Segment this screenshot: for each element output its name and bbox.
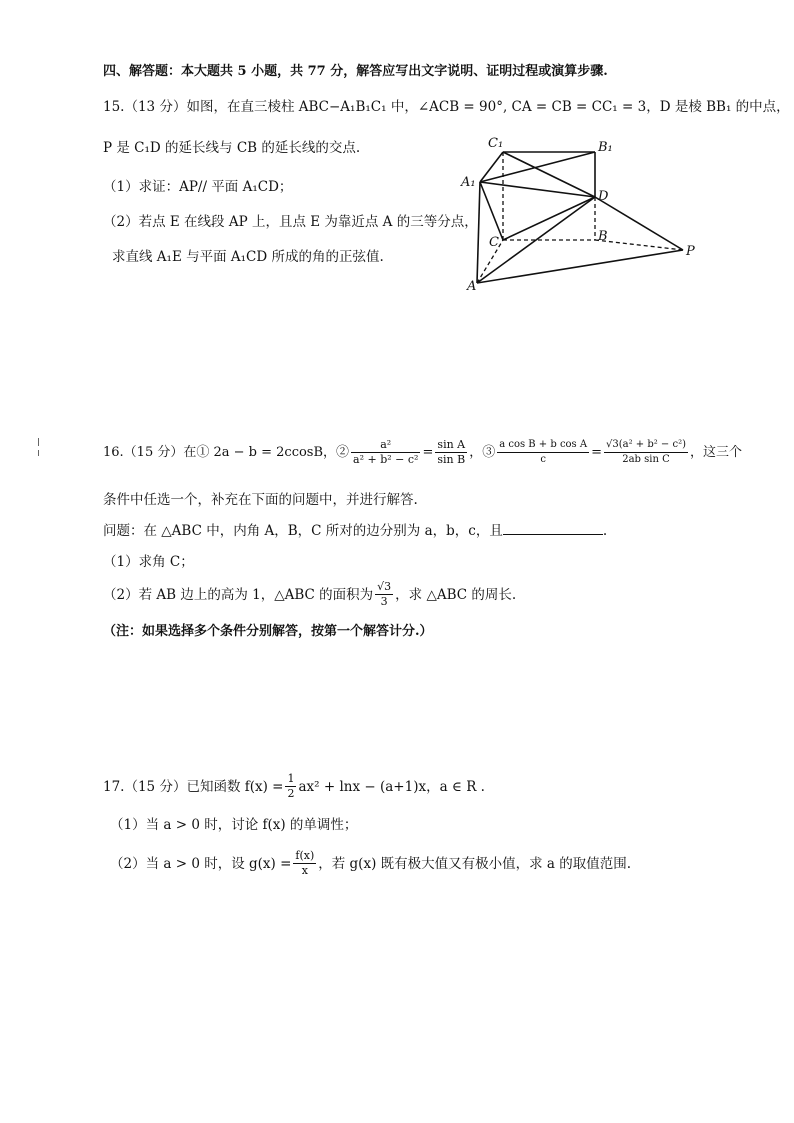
q16-suffix: ，这三个	[690, 444, 743, 460]
q16-cond3-lhs-den: c	[540, 454, 546, 465]
q16-stem-line3	[103, 522, 607, 540]
q16-cond2-rhs-den: sin B	[437, 453, 466, 466]
q16-cond3-rhs-fraction	[604, 438, 688, 467]
q16-problem-text: 问题：在 △ABC 中，内角 A，B，C 所对的边分别为 a，b，c，且	[103, 523, 503, 539]
q16-cond2-lhs-den: a² + b² − c²	[353, 453, 419, 466]
q16-problem-end: .	[602, 523, 608, 539]
q15-part2: （2）若点 E 在线段 AP 上，且点 E 为靠近点 A 的三等分点，	[103, 214, 478, 230]
q16-cond3-rhs-den: 2ab sin C	[622, 454, 670, 465]
label-b1: B₁	[598, 140, 613, 155]
prism-figure	[455, 130, 710, 300]
q17-half-fraction	[285, 772, 296, 801]
q16-sep3: ，③	[469, 444, 496, 460]
q15-part1: （1）求证：AP// 平面 A₁CD；	[103, 179, 293, 195]
q16-cond2-rhs-num: sin A	[435, 438, 467, 453]
q16-cond2-lhs-num: a²	[351, 438, 420, 453]
margin-mark	[38, 450, 39, 456]
q17-half-den: 2	[287, 787, 295, 800]
q17-g-den: x	[301, 864, 308, 877]
q17-rest: ax² + lnx − (a+1)x，a ∈ R .	[298, 778, 485, 795]
q16-stem-line1	[103, 438, 742, 467]
q16-part2-text-b: ，求 △ABC 的周长.	[395, 586, 517, 603]
q16-area-fraction	[375, 580, 393, 609]
label-c: C	[489, 235, 499, 250]
q16-prefix: 16.（15 分）在① 2a − b = 2ccosB，②	[103, 444, 350, 460]
q16-part2-text-a: （2）若 AB 边上的高为 1，△ABC 的面积为	[103, 586, 374, 603]
label-a: A	[467, 279, 477, 294]
q15-stem-line2: P 是 C₁D 的延长线与 CB 的延长线的交点.	[103, 140, 361, 156]
q17-part2	[110, 849, 631, 878]
q15-stem-line1: 15.（13 分）如图，在直三棱柱 ABC−A₁B₁C₁ 中，∠ACB = 90°, CA = CB = CC₁ = 3，D 是棱 BB₁ 的中点，	[103, 99, 790, 115]
q16-part1: （1）求角 C；	[103, 554, 194, 570]
label-b: B	[598, 229, 608, 244]
q17-g-fraction	[293, 849, 316, 878]
q17-part2-text-a: （2）当 a > 0 时，设 g(x) =	[110, 855, 292, 872]
q17-g-num: f(x)	[295, 849, 315, 862]
q17-part2-text-b: ，若 g(x) 既有极大值又有极小值，求 a 的取值范围.	[318, 855, 632, 872]
q16-note: （注：如果选择多个条件分别解答，按第一个解答计分.）	[103, 624, 433, 639]
q16-cond3-rhs-num: √3(a² + b² − c²)	[604, 438, 688, 453]
q17-part1: （1）当 a > 0 时，讨论 f(x) 的单调性；	[110, 817, 358, 833]
label-a1: A₁	[461, 175, 476, 190]
q16-cond2-rhs-fraction	[435, 438, 467, 467]
q16-area-num: √3	[377, 580, 392, 593]
label-d: D	[598, 189, 609, 204]
q16-cond3-lhs-num: a cos B + b cos A	[497, 438, 589, 453]
q16-area-den: 3	[380, 595, 388, 608]
q16-equals: =	[422, 444, 434, 460]
q16-part2	[103, 580, 516, 609]
q16-cond2-lhs-fraction	[351, 438, 420, 467]
q15-part2-continuation: 求直线 A₁E 与平面 A₁CD 所成的角的正弦值.	[112, 249, 384, 265]
q17-prefix: 17.（15 分）已知函数 f(x) =	[103, 778, 284, 795]
q17-stem	[103, 772, 485, 801]
section-header: 四、解答题：本大题共 5 小题，共 77 分，解答应写出文字说明、证明过程或演算步骤.	[103, 64, 608, 79]
margin-mark	[38, 438, 39, 446]
q17-half-num: 1	[287, 772, 295, 785]
label-p: P	[686, 244, 695, 259]
q16-equals-2: =	[591, 444, 602, 460]
label-c1: C₁	[488, 136, 504, 151]
answer-blank	[503, 522, 603, 535]
q16-stem-line2: 条件中任选一个，补充在下面的问题中，并进行解答.	[103, 492, 418, 508]
q16-cond3-lhs-fraction	[497, 438, 589, 467]
